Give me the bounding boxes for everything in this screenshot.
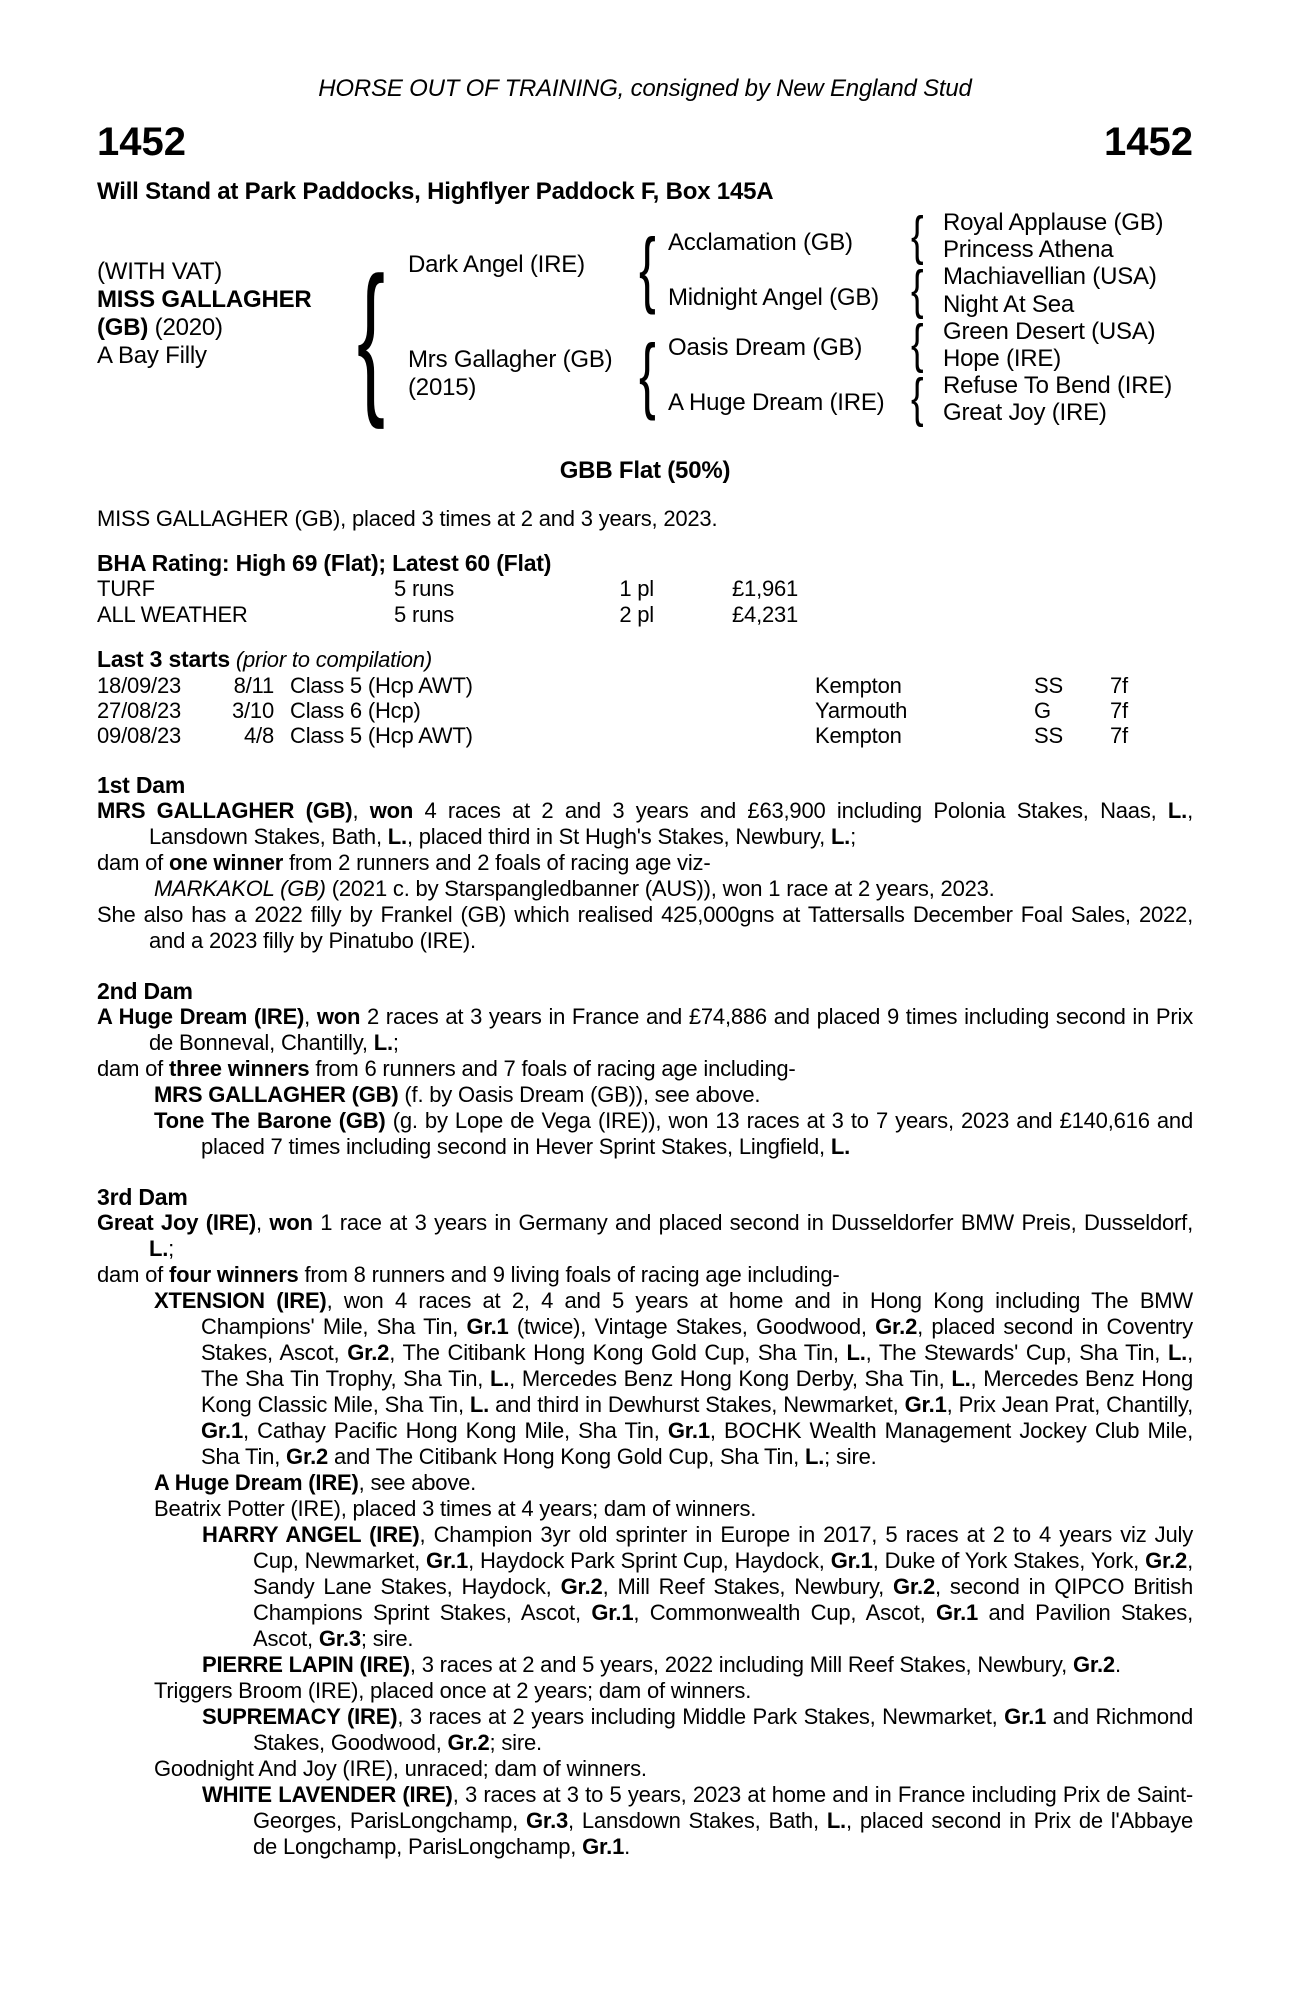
earnings-value: £1,961: [732, 576, 799, 601]
last-starts-title: Last 3 starts: [97, 646, 230, 672]
stand-location-line: Will Stand at Park Paddocks, Highflyer Paddock F, Box 145A: [97, 178, 774, 205]
pedigree-paragraph: Great Joy (IRE), won 1 race at 3 years in Germany and placed second in Dusseldorfer BMW Preis, Dusseldorf, L.;: [97, 1210, 1194, 1261]
pedigree-brace: [639, 332, 656, 416]
gen2-dam-sire: Oasis Dream (GB): [668, 334, 863, 361]
pedigree-brace: [911, 317, 924, 371]
pedigree-paragraph: A Huge Dream (IRE), won 2 races at 3 years in France and £74,886 and placed 9 times including second in Prix de Bonneval, Chantilly, L.;: [97, 1004, 1193, 1055]
race-date: 18/09/23: [97, 673, 182, 698]
pedigree-paragraph: A Huge Dream (IRE), see above.: [154, 1470, 477, 1495]
pedigree-paragraph: HARRY ANGEL (IRE), Champion 3yr old sprinter in Europe in 2017, 5 races at 2 to 4 years viz July Cup, Newmarket, Gr.1, Haydock Park Sprint Cup, Haydock, Gr.1, Duke of York Stakes, York, Gr.2, Sandy Lane Stakes, Haydock, Gr.2, Mill Reef Stakes, Newbury, Gr.2, second in QIPCO British Champions Sprint Stakes, Ascot, Gr.1, Commonwealth Cup, Ascot, Gr.1 and Pavilion Stakes, Ascot, Gr.3; sire.: [202, 1522, 1194, 1651]
race-summary: MISS GALLAGHER (GB), placed 3 times at 2 and 3 years, 2023.: [97, 506, 718, 531]
pedigree-paragraph: MARKAKOL (GB) (2021 c. by Starspangledbanner (AUS)), won 1 race at 2 years, 2023.: [154, 876, 995, 901]
gen2-sire-sire: Acclamation (GB): [668, 229, 853, 256]
pedigree-paragraph: Beatrix Potter (IRE), placed 3 times at 4 years; dam of winners.: [154, 1496, 757, 1521]
gbb-note: GBB Flat (50%): [559, 457, 731, 484]
table-row: [97, 673, 1193, 698]
runs-value: 5 runs: [394, 576, 454, 601]
pedigree-brace: [911, 209, 924, 263]
gen3-name: Princess Athena: [943, 236, 1114, 264]
gen3-name: Green Desert (USA): [943, 317, 1156, 345]
race-position: 4/8: [244, 723, 274, 748]
horse-description: A Bay Filly: [97, 342, 207, 369]
sire-name: Dark Angel (IRE): [408, 251, 585, 278]
pedigree-brace: [357, 250, 385, 422]
vat-note: (WITH VAT): [97, 258, 223, 285]
gen3-name: Hope (IRE): [943, 345, 1062, 373]
race-distance: 7f: [1110, 673, 1128, 698]
table-row: [97, 602, 1193, 628]
surface-label: TURF: [97, 576, 155, 601]
gen3-column: [943, 209, 1172, 427]
gen3-name: Night At Sea: [943, 290, 1075, 318]
pedigree-paragraph: MRS GALLAGHER (GB), won 4 races at 2 and 3 years and £63,900 including Polonia Stakes, Naas, L., Lansdown Stakes, Bath, L., placed third in St Hugh's Stakes, Newbury, L.;: [97, 798, 1193, 849]
pedigree-tree: [97, 206, 1193, 442]
pedigree-paragraph: Triggers Broom (IRE), placed once at 2 years; dam of winners.: [154, 1678, 752, 1703]
race-distance: 7f: [1110, 698, 1128, 723]
surface-label: ALL WEATHER: [97, 602, 248, 627]
last-starts-block: [97, 646, 1193, 748]
race-going: SS: [1034, 673, 1063, 698]
runs-value: 5 runs: [394, 602, 454, 627]
pedigree-brace: [911, 371, 924, 425]
race-course: Yarmouth: [815, 698, 908, 723]
pedigree-paragraph: dam of one winner from 2 runners and 2 foals of racing age viz-: [97, 850, 711, 875]
race-date: 27/08/23: [97, 698, 182, 723]
pedigree-subject: [97, 258, 312, 370]
table-row: [97, 576, 1193, 602]
horse-suffix-year: [97, 314, 312, 342]
race-distance: 7f: [1110, 723, 1128, 748]
pedigree-paragraph: Tone The Barone (GB) (g. by Lope de Vega (IRE)), won 13 races at 3 to 7 years, 2023 and £140,616 and placed 7 times including second in Hever Sprint Stakes, Lingfield, L.: [154, 1108, 1193, 1159]
pedigree-paragraph: dam of three winners from 6 runners and 7 foals of racing age including-: [97, 1056, 796, 1081]
dam-heading: 3rd Dam: [97, 1184, 188, 1210]
race-class: Class 6 (Hcp): [290, 698, 421, 723]
earnings-value: £4,231: [732, 602, 799, 627]
pedigree-paragraph: Goodnight And Joy (IRE), unraced; dam of winners.: [154, 1756, 647, 1781]
pedigree-paragraph: dam of four winners from 8 runners and 9 living foals of racing age including-: [97, 1262, 840, 1287]
lot-number-row: [97, 122, 1193, 162]
horse-year: (2020): [154, 314, 223, 341]
race-course: Kempton: [815, 723, 902, 748]
dam-heading: 1st Dam: [97, 772, 186, 798]
lot-number-left: 1452: [97, 120, 186, 164]
page-content: [97, 0, 1193, 1860]
gen2-dam-dam: A Huge Dream (IRE): [668, 389, 885, 416]
pedigree-paragraph: WHITE LAVENDER (IRE), 3 races at 3 to 5 years, 2023 at home and in France including Prix de Saint-Georges, ParisLongchamp, Gr.3, Lansdown Stakes, Bath, L., placed second in Prix de l'Abbaye de Longchamp, ParisLongchamp, Gr.1.: [202, 1782, 1193, 1859]
horse-name: MISS GALLAGHER: [97, 286, 312, 313]
race-position: 3/10: [231, 698, 274, 723]
race-date: 09/08/23: [97, 723, 182, 748]
last-starts-subtitle: (prior to compilation): [229, 647, 432, 672]
race-class: Class 5 (Hcp AWT): [290, 723, 473, 748]
pedigree-paragraph: She also has a 2022 filly by Frankel (GB) which realised 425,000gns at Tattersalls December Foal Sales, 2022, and a 2023 filly by Pinatubo (IRE).: [97, 902, 1193, 953]
table-row: [97, 723, 1193, 748]
gen3-name: Machiavellian (USA): [943, 263, 1157, 291]
dam-name: [408, 346, 612, 402]
dam-year: (2015): [408, 374, 477, 401]
race-course: Kempton: [815, 673, 902, 698]
pedigree-paragraph: PIERRE LAPIN (IRE), 3 races at 2 and 5 years, 2022 including Mill Reef Stakes, Newbury, Gr.2.: [202, 1652, 1121, 1677]
pedigree-paragraph: XTENSION (IRE), won 4 races at 2, 4 and 5 years at home and in Hong Kong including The BMW Champions' Mile, Sha Tin, Gr.1 (twice), Vintage Stakes, Goodwood, Gr.2, placed second in Coventry Stakes, Ascot, Gr.2, The Citibank Hong Kong Gold Cup, Sha Tin, L., The Stewards' Cup, Sha Tin, L., The Sha Tin Trophy, Sha Tin, L., Mercedes Benz Hong Kong Derby, Sha Tin, L., Mercedes Benz Hong Kong Classic Mile, Sha Tin, L. and third in Dewhurst Stakes, Newmarket, Gr.1, Prix Jean Prat, Chantilly, Gr.1, Cathay Pacific Hong Kong Mile, Sha Tin, Gr.1, BOCHK Wealth Management Jockey Club Mile, Sha Tin, Gr.2 and The Citibank Hong Kong Gold Cup, Sha Tin, L.; sire.: [154, 1288, 1194, 1469]
table-row: [97, 698, 1193, 723]
pedigree-brace: [911, 263, 924, 317]
dam-sections: [97, 772, 1193, 1860]
race-going: G: [1034, 698, 1051, 723]
rating-block: [97, 550, 1193, 628]
race-position: 8/11: [233, 673, 274, 698]
race-class: Class 5 (Hcp AWT): [290, 673, 473, 698]
lot-number-right: 1452: [1104, 120, 1193, 164]
consignment-line: HORSE OUT OF TRAINING, consigned by New England Stud: [318, 75, 972, 102]
race-going: SS: [1034, 723, 1063, 748]
gen3-name: Royal Applause (GB): [943, 209, 1164, 236]
placed-value: 2 pl: [619, 602, 654, 627]
pedigree-brace: [639, 226, 656, 310]
dam-heading: 2nd Dam: [97, 978, 193, 1004]
gen3-name: Refuse To Bend (IRE): [943, 372, 1173, 400]
rating-heading: BHA Rating: High 69 (Flat); Latest 60 (Flat): [97, 550, 552, 576]
dam-name-line: Mrs Gallagher (GB): [408, 346, 613, 373]
pedigree-paragraph: MRS GALLAGHER (GB) (f. by Oasis Dream (GB)), see above.: [154, 1082, 761, 1107]
horse-suffix: (GB): [97, 314, 149, 341]
gen2-sire-dam: Midnight Angel (GB): [668, 284, 879, 311]
gen3-name: Great Joy (IRE): [943, 399, 1107, 427]
pedigree-paragraph: SUPREMACY (IRE), 3 races at 2 years including Middle Park Stakes, Newmarket, Gr.1 and Richmond Stakes, Goodwood, Gr.2; sire.: [202, 1704, 1193, 1755]
placed-value: 1 pl: [619, 576, 654, 601]
last-starts-heading: [97, 646, 1193, 673]
